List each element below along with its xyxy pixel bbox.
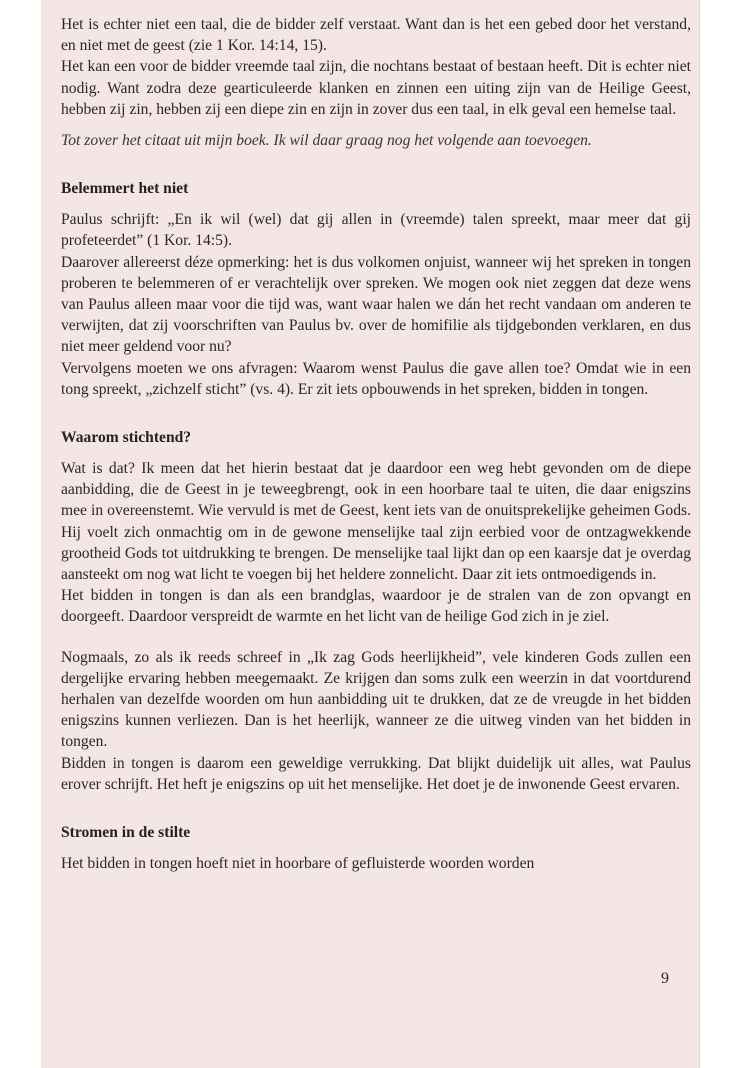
paragraph-waarom-1: Wat is dat? Ik meen dat het hierin bestaat dat je daardoor een weg hebt gevonden om de diepe aanbidding, die de Geest in je teweegbrengt, ook in een hoorbare taal te uiten, die daar enigszins mee in overeenstemt. Wie vervuld is met de Geest, kent iets van de onuitsprekelijke geheimen Gods. Hij voelt zich onmachtig om in de gewone menselijke taal zijn eerbied voor de ontzagwekkende grootheid Gods tot uitdrukking te brengen. De menselijke taal lijkt dan op een kaarsje dat je overdag aansteekt om nog wat licht te voegen bij het heldere zonnelicht. Daar zit iets ontmoedigends in. xyxy=(61,460,691,584)
paragraph-waarom-4: Bidden in tongen is daarom een geweldige verrukking. Dat blijkt duidelijk uit alles, wat Paulus erover schrijft. Het heft je enigszins op uit het menselijke. Het doet je de inwonende Geest ervaren. xyxy=(61,754,691,793)
heading-belemmert: Belemmert het niet xyxy=(61,180,189,198)
book-page xyxy=(41,0,699,1068)
page-text xyxy=(61,14,691,874)
paragraph-waarom-3: Nogmaals, zo als ik reeds schreef in „Ik zag Gods heerlijkheid”, vele kinderen Gods zullen een dergelijke ervaring hebben meegemaakt. Ze krijgen dan soms zulk een weerzin in dat voortdurend herhalen van dezelfde woorden om hun aanbidding uit te drukken, dat ze de vreugde in het bidden enigszins kunnen verliezen. Dan is het heerlijk, wanneer ze die uitweg vinden van het bidden in tongen. xyxy=(61,648,691,751)
paragraph-stromen-1: Het bidden in tongen hoeft niet in hoorbare of gefluisterde woorden worden xyxy=(61,855,535,873)
italic-note: Tot zover het citaat uit mijn boek. Ik wil daar graag nog het volgende aan toevoegen. xyxy=(61,132,592,150)
paragraph-intro-2: Het kan een voor de bidder vreemde taal zijn, die nochtans bestaat of bestaan heeft. Dit is echter niet nodig. Want zodra deze gearticuleerde klanken en zinnen een uiting zijn van de Heilige Geest, hebben zij zin, hebben zij een diepe zin en zijn in zover dus een taal, in elk geval een hemelse taal. xyxy=(61,58,691,118)
heading-waarom: Waarom stichtend? xyxy=(61,429,192,447)
paragraph-belemmert-2: Daarover allereerst déze opmerking: het is dus volkomen onjuist, wanneer wij het spreken in tongen proberen te belemmeren of er verachtelijk over spreken. We mogen ook niet zeggen dat deze wens van Paulus alleen maar voor die tijd was, want waar halen we dán het recht vandaan om anderen te verwijten, dat zij voorschriften van Paulus bv. over de homifilie als tijdgebonden verklaren, en dus niet meer geldend voor nu? xyxy=(61,253,691,356)
heading-stromen: Stromen in de stilte xyxy=(61,824,191,842)
paragraph-belemmert-1: Paulus schrijft: „En ik wil (wel) dat gij allen in (vreemde) talen spreekt, maar meer dat gij profeteerdet” (1 Kor. 14:5). xyxy=(61,211,691,250)
page-number: 9 xyxy=(661,970,669,987)
paragraph-belemmert-3: Vervolgens moeten we ons afvragen: Waarom wenst Paulus die gave allen toe? Omdat wie in een tong spreekt, „zichzelf sticht” (vs. 4). Er zit iets opbouwends in het spreken, bidden in tongen. xyxy=(61,359,691,398)
paragraph-waarom-2: Het bidden in tongen is dan als een brandglas, waardoor je de stralen van de zon opvangt en doorgeeft. Daardoor verspreidt de warmte en het licht van de heilige God zich in je ziel. xyxy=(61,587,691,626)
paragraph-intro-1: Het is echter niet een taal, die de bidder zelf verstaat. Want dan is het een gebed door het verstand, en niet met de geest (zie 1 Kor. 14:14, 15). xyxy=(61,16,691,55)
